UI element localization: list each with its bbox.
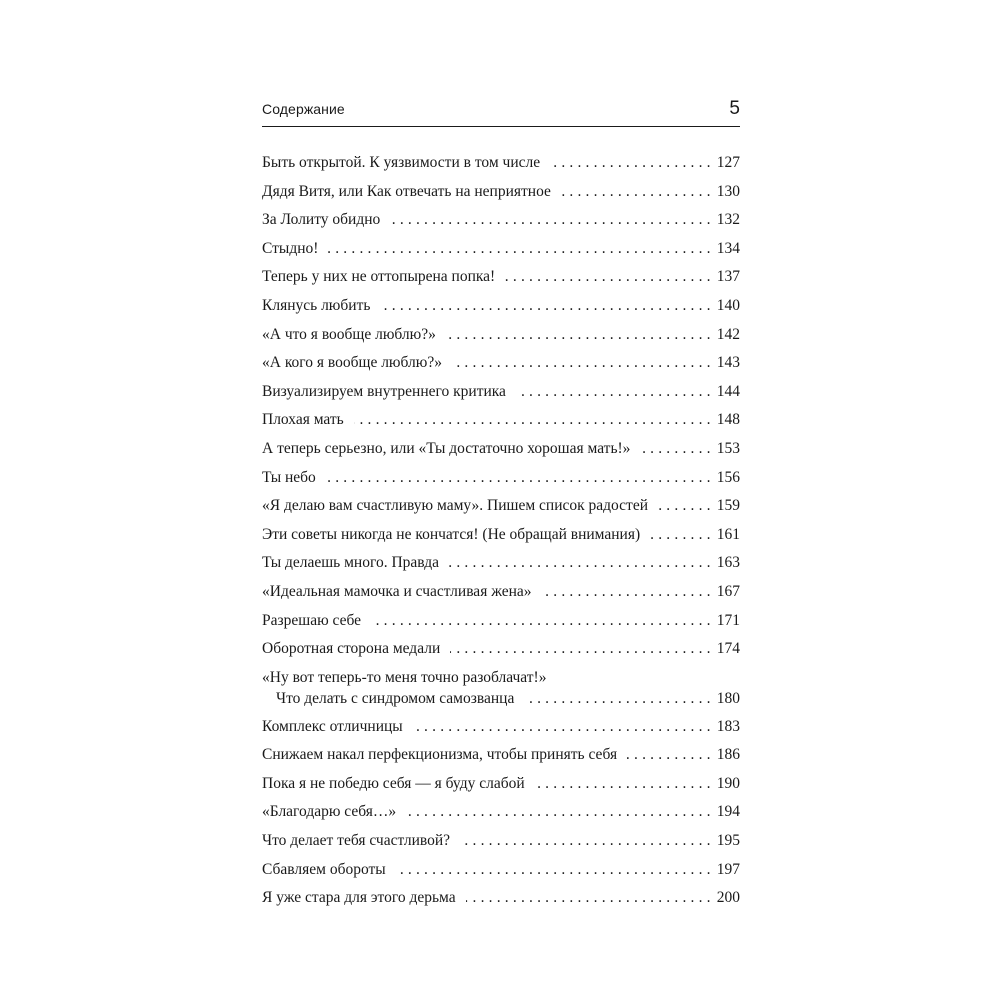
dot-leader	[550, 154, 715, 172]
toc-entry-title: Эти советы никогда не кончатся! (Не обращай внимания)	[262, 525, 641, 543]
dot-leader	[561, 183, 715, 201]
dot-leader	[406, 803, 715, 821]
toc-entry	[262, 324, 740, 353]
dot-leader	[380, 297, 714, 315]
toc-entry-title: Быть открытой. К уязвимости в том числе	[262, 154, 541, 171]
toc-entry	[262, 409, 740, 438]
toc-entry	[262, 467, 740, 496]
toc-entry-title-line1: «Ну вот теперь-то меня точно разоблачат!»	[262, 668, 547, 686]
toc-entry-page: 200	[716, 889, 740, 907]
toc-entry	[262, 438, 740, 467]
toc-entry-page: 156	[716, 468, 740, 486]
dot-leader	[413, 718, 715, 736]
toc-entry-title: Снижаем накал перфекционизма, чтобы принять себя	[262, 746, 618, 764]
dot-leader	[452, 354, 715, 372]
toc-entry-page: 130	[716, 182, 740, 200]
toc-entry-page: 140	[716, 296, 740, 314]
toc-entry-title: «А кого я вообще люблю?»	[262, 354, 442, 372]
toc-entry-title: Пока я не победю себя — я буду слабой	[262, 774, 525, 792]
toc-entry-page: 159	[716, 497, 740, 515]
toc-entry	[262, 552, 740, 581]
toc-entry-title: «Идеальная мамочка и счастливая жена»	[262, 582, 532, 600]
toc-entry	[262, 716, 740, 745]
page-number: 5	[729, 98, 740, 119]
running-head	[262, 92, 740, 124]
toc-entry-page: 161	[716, 525, 740, 543]
dot-leader	[371, 612, 715, 630]
toc-entry-page: 127	[716, 154, 740, 171]
toc-entry-title: За Лолиту обидно	[262, 211, 381, 229]
toc-entry-title-line2: Что делать с синдромом самозванца	[276, 689, 515, 707]
toc-entry	[262, 524, 740, 553]
dot-leader	[516, 383, 715, 401]
dot-leader	[658, 497, 715, 515]
toc-entry	[262, 266, 740, 295]
toc-entry-title: Визуализируем внутреннего критика	[262, 382, 506, 400]
toc-entry-page: 194	[716, 803, 740, 821]
toc-entry	[262, 181, 740, 210]
dot-leader	[326, 469, 715, 487]
toc-entry-title: Я уже стара для этого дерьма	[262, 889, 456, 907]
dot-leader	[328, 240, 714, 258]
toc-entry-page: 142	[716, 325, 740, 343]
toc-entry	[262, 638, 740, 667]
toc-entry	[262, 859, 740, 888]
dot-leader	[449, 554, 715, 572]
toc-entry-page: 153	[716, 439, 740, 457]
toc-entry-page: 190	[716, 774, 740, 792]
toc-entry	[262, 352, 740, 381]
toc-entry	[262, 667, 740, 716]
toc-entry-page: 174	[716, 640, 740, 658]
toc-entry	[262, 887, 740, 916]
dot-leader	[460, 832, 715, 850]
dot-leader	[535, 775, 715, 793]
toc-entry-title: А теперь серьезно, или «Ты достаточно хорошая мать!»	[262, 439, 631, 457]
toc-entry-page: 144	[716, 382, 740, 400]
toc-entry-title: Ты делаешь много. Правда	[262, 554, 439, 572]
toc-entry	[262, 209, 740, 238]
dot-leader	[396, 861, 715, 879]
toc-entry	[262, 830, 740, 859]
table-of-contents	[262, 152, 740, 916]
dot-leader	[354, 411, 715, 429]
toc-entry-title: Плохая мать	[262, 411, 344, 429]
toc-entry	[262, 295, 740, 324]
toc-entry-title: Дядя Витя, или Как отвечать на неприятное	[262, 182, 551, 200]
toc-entry	[262, 495, 740, 524]
toc-entry-title: Разрешаю себе	[262, 611, 362, 629]
toc-entry-title: Клянусь любить	[262, 296, 371, 314]
toc-entry-page: 163	[716, 554, 740, 572]
toc-entry-title: «Я делаю вам счастливую маму». Пишем список радостей	[262, 497, 649, 515]
dot-leader	[450, 640, 715, 658]
toc-entry-page: 132	[716, 211, 740, 229]
dot-leader	[640, 440, 714, 458]
toc-entry-title: Стыдно!	[262, 239, 319, 257]
toc-entry-title: «А что я вообще люблю?»	[262, 325, 436, 343]
toc-entry	[262, 238, 740, 267]
toc-entry	[262, 610, 740, 639]
toc-entry	[262, 744, 740, 773]
dot-leader	[390, 211, 714, 229]
dot-leader	[650, 526, 715, 544]
toc-entry-title: Комплекс отличницы	[262, 717, 403, 735]
toc-entry-page: 134	[716, 239, 740, 257]
toc-entry-title: «Благодарю себя…»	[262, 803, 397, 821]
toc-entry-page: 143	[716, 354, 740, 372]
toc-entry	[262, 381, 740, 410]
toc-entry-page: 197	[716, 860, 740, 878]
toc-entry-title: Что делает тебя счастливой?	[262, 832, 451, 850]
toc-entry-title: Оборотная сторона медали	[262, 640, 441, 658]
toc-entry	[262, 152, 740, 181]
toc-entry	[262, 773, 740, 802]
toc-entry-title: Теперь у них не оттопырена попка!	[262, 268, 496, 286]
dot-leader	[627, 746, 715, 764]
toc-entry-title: Ты небо	[262, 468, 316, 486]
dot-leader	[505, 268, 715, 286]
header-rule	[262, 126, 740, 127]
toc-entry-page: 167	[716, 582, 740, 600]
dot-leader	[446, 326, 715, 344]
toc-entry	[262, 801, 740, 830]
toc-entry-page: 186	[716, 746, 740, 764]
toc-entry-page: 137	[716, 268, 740, 286]
dot-leader	[524, 690, 714, 708]
toc-entry	[262, 581, 740, 610]
toc-entry-page: 195	[716, 832, 740, 850]
toc-entry-page: 180	[716, 689, 740, 707]
toc-entry-page: 171	[716, 611, 740, 629]
toc-entry-page: 148	[716, 411, 740, 429]
section-title: Содержание	[262, 101, 345, 117]
dot-leader	[466, 889, 715, 907]
dot-leader	[542, 583, 715, 601]
toc-entry-title: Сбавляем обороты	[262, 860, 386, 878]
toc-entry-page: 183	[716, 717, 740, 735]
